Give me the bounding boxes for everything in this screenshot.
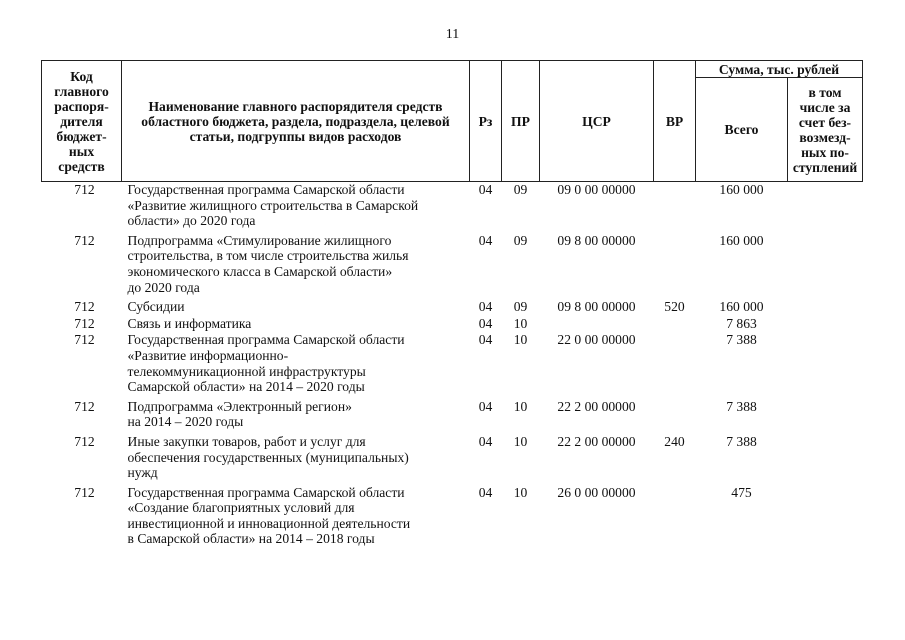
row-name: Связь и информатика (127, 315, 252, 331)
row-csr: 09 0 00 00000 (557, 182, 636, 197)
row-name: Государственная программа Самарской области «Развитие жилищного строительства в Самарской области» до 2020 года (127, 182, 419, 229)
row-total: 7 388 (726, 433, 757, 449)
row-total: 7 388 (726, 332, 757, 348)
row-name: Субсидии (127, 299, 185, 315)
header-pr: ПР (502, 61, 540, 182)
row-rz: 04 (478, 332, 493, 348)
row-rz: 04 (478, 299, 493, 315)
header-rz: Рз (470, 61, 502, 182)
row-vr: 240 (664, 433, 685, 449)
table-row (42, 233, 863, 299)
row-vr (654, 316, 696, 333)
row-name: Иные закупки товаров, работ и услуг для обеспечения государственных (муниципальных) нужд (127, 433, 409, 481)
row-csr: 09 8 00 00000 (557, 299, 636, 315)
row-rz: 04 (478, 398, 493, 414)
row-rz: 04 (478, 484, 493, 500)
row-gratuitous (788, 316, 863, 333)
row-total: 160 000 (719, 232, 764, 248)
row-gratuitous (788, 332, 863, 398)
header-code: Код главного распоря-дителя бюджет-ных средств (42, 61, 122, 182)
header-name: Наименование главного распорядителя средств областного бюджета, раздела, подраздела, целевой статьи, подгруппы видов расходов (122, 61, 470, 182)
header-csr: ЦСР (540, 61, 654, 182)
table-row (42, 299, 863, 316)
row-total: 160 000 (719, 299, 764, 315)
row-code: 712 (74, 182, 95, 197)
row-gratuitous (788, 399, 863, 434)
row-csr: 09 8 00 00000 (557, 232, 636, 248)
row-rz: 04 (478, 182, 493, 197)
table-row (42, 434, 863, 485)
row-name: Государственная программа Самарской области «Развитие информационно- телекоммуникационной инфраструктуры Самарской области» на 2014 – 2020 годы (127, 332, 405, 395)
table-body (42, 182, 863, 552)
row-csr: 26 0 00 00000 (557, 484, 636, 500)
row-rz: 04 (478, 232, 493, 248)
row-gratuitous (788, 434, 863, 485)
row-vr (654, 182, 696, 233)
header-vr: ВР (654, 61, 696, 182)
row-name: Подпрограмма «Стимулирование жилищного строительства, в том числе строительства жилья экономического класса в Самарской области» до 2020 года (127, 232, 409, 295)
header-total: Всего (696, 78, 788, 182)
row-pr: 09 (513, 299, 528, 315)
row-code: 712 (74, 315, 95, 331)
row-pr: 10 (513, 315, 528, 331)
row-code: 712 (74, 232, 95, 248)
row-code: 712 (74, 398, 95, 414)
row-rz: 04 (478, 433, 493, 449)
row-code: 712 (74, 484, 95, 500)
budget-table (41, 60, 863, 551)
row-pr: 09 (513, 232, 528, 248)
row-name: Государственная программа Самарской области «Создание благоприятных условий для инвестиционной и инновационной деятельности в Самарской области» на 2014 – 2018 годы (127, 484, 411, 547)
row-pr: 09 (513, 182, 528, 197)
row-vr (654, 332, 696, 398)
row-total: 7 863 (726, 315, 757, 331)
header-gratuitous: в том числе за счет без-возмезд-ных по-ступлений (788, 78, 863, 182)
row-pr: 10 (513, 332, 528, 348)
row-total: 475 (731, 484, 752, 500)
row-pr: 10 (513, 484, 528, 500)
table-row (42, 485, 863, 551)
row-vr (654, 233, 696, 299)
row-code: 712 (74, 433, 95, 449)
row-total: 160 000 (719, 182, 764, 197)
row-code: 712 (74, 299, 95, 315)
row-csr: 22 2 00 00000 (557, 398, 636, 414)
row-rz: 04 (478, 315, 493, 331)
row-pr: 10 (513, 398, 528, 414)
row-gratuitous (788, 182, 863, 233)
row-gratuitous (788, 485, 863, 551)
row-vr (654, 485, 696, 551)
row-name: Подпрограмма «Электронный регион» на 2014 – 2020 годы (127, 398, 352, 430)
page-number: 11 (445, 27, 460, 42)
row-gratuitous (788, 233, 863, 299)
row-pr: 10 (513, 433, 528, 449)
row-vr: 520 (664, 299, 685, 315)
row-total: 7 388 (726, 398, 757, 414)
table-row (42, 399, 863, 434)
table-row (42, 316, 863, 333)
row-csr: 22 0 00 00000 (557, 332, 636, 348)
row-gratuitous (788, 299, 863, 316)
row-vr (654, 399, 696, 434)
row-csr: 22 2 00 00000 (557, 433, 636, 449)
table-row (42, 332, 863, 398)
row-csr (540, 316, 654, 333)
row-code: 712 (74, 332, 95, 348)
table-row (42, 182, 863, 233)
header-sum: Сумма, тыс. рублей (696, 61, 863, 78)
